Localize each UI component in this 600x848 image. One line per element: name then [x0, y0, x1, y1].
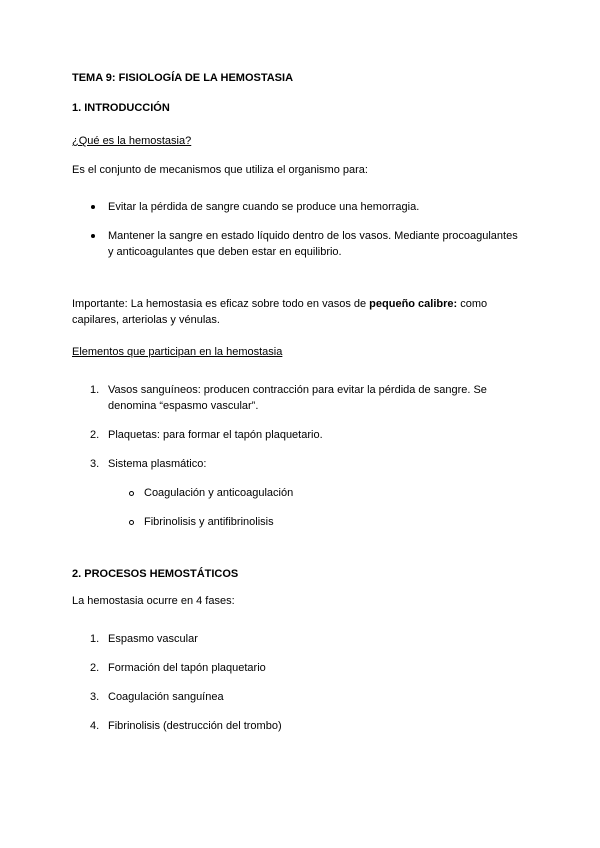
definition-text: Es el conjunto de mecanismos que utiliza el organismo para: [72, 164, 368, 176]
phase-item: Espasmo vascular [108, 633, 198, 645]
sub-list-item: Coagulación y anticoagulación [144, 487, 294, 499]
list-number: 3. [90, 458, 100, 470]
important-note [72, 296, 487, 312]
question-heading: ¿Qué es la hemostasia? [72, 135, 192, 147]
list-item: Plaquetas: para formar el tapón plaquetario. [108, 429, 323, 441]
section-heading-procesos: 2. PROCESOS HEMOSTÁTICOS [72, 568, 239, 580]
list-number: 2. [90, 662, 100, 674]
bullet-item: Evitar la pérdida de sangre cuando se produce una hemorragia. [108, 201, 420, 213]
elements-heading: Elementos que participan en la hemostasia [72, 346, 283, 358]
important-note-line2: capilares, arteriolas y vénulas. [72, 314, 220, 326]
list-number: 1. [90, 384, 100, 396]
important-bold: pequeño calibre: [369, 298, 458, 310]
list-number: 1. [90, 633, 100, 645]
important-prefix: Importante: La hemostasia es eficaz sobre todo en vasos de [72, 298, 370, 310]
bullet-icon [91, 234, 95, 238]
list-number: 3. [90, 691, 100, 703]
phase-item: Fibrinolisis (destrucción del trombo) [108, 720, 282, 732]
phase-item: Formación del tapón plaquetario [108, 662, 266, 674]
bullet-item-continuation: y anticoagulantes que deben estar en equilibrio. [108, 246, 342, 258]
list-item: Vasos sanguíneos: producen contracción para evitar la pérdida de sangre. Se [108, 384, 487, 396]
list-number: 2. [90, 429, 100, 441]
document-title: TEMA 9: FISIOLOGÍA DE LA HEMOSTASIA [72, 72, 294, 84]
circle-bullet-icon [129, 520, 134, 525]
list-number: 4. [90, 720, 100, 732]
list-item-continuation: denomina “espasmo vascular”. [108, 400, 259, 412]
list-item: Sistema plasmático: [108, 458, 207, 470]
bullet-item: Mantener la sangre en estado líquido dentro de los vasos. Mediante procoagulantes [108, 230, 518, 242]
phase-item: Coagulación sanguínea [108, 691, 224, 703]
bullet-icon [91, 205, 95, 209]
sub-list-item: Fibrinolisis y antifibrinolisis [144, 516, 274, 528]
section-heading-introduccion: 1. INTRODUCCIÓN [72, 102, 170, 114]
circle-bullet-icon [129, 491, 134, 496]
phases-intro: La hemostasia ocurre en 4 fases: [72, 595, 235, 607]
important-suffix: como [457, 298, 488, 310]
